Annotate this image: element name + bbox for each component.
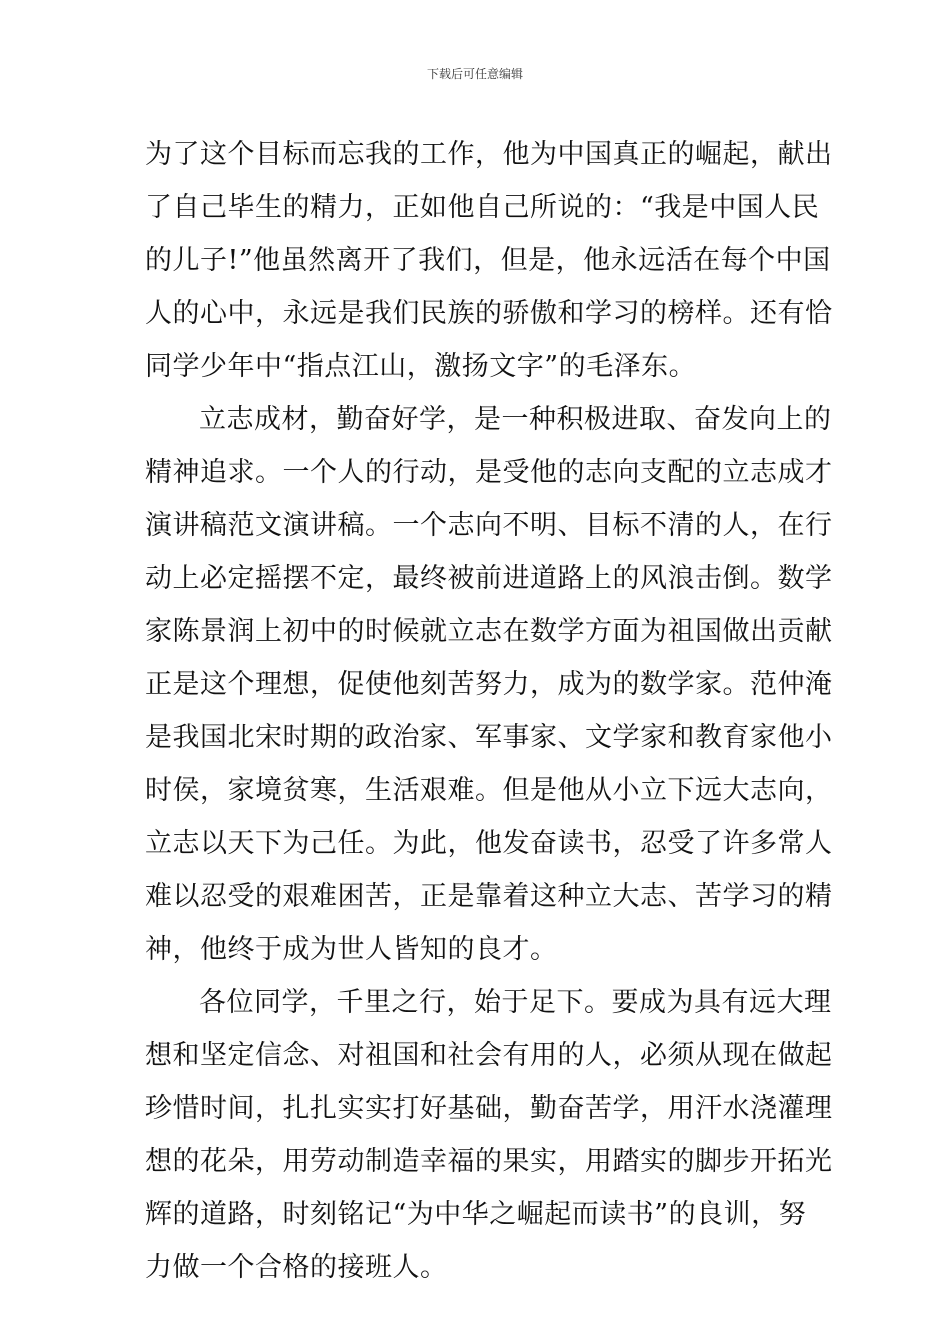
text-line: 动上必定摇摆不定，最终被前进道路上的风浪击倒。数学 (145, 563, 833, 594)
text-line: 时侯，家境贫寒，生活艰难。但是他从小立下远大志向， (145, 775, 833, 806)
text-line: 想和坚定信念、对祖国和社会有用的人，必须从现在做起 (145, 1040, 833, 1071)
text-line: 立志以天下为己任。为此，他发奋读书，忍受了许多常人 (145, 828, 833, 859)
document-body (145, 128, 833, 1294)
text-line: 难以忍受的艰难困苦，正是靠着这种立大志、苦学习的精 (145, 881, 833, 912)
paragraph-3 (145, 976, 833, 1294)
text-line: 珍惜时间，扎扎实实打好基础，勤奋苦学，用汗水浇灌理 (145, 1093, 833, 1124)
text-line: 演讲稿范文演讲稿。一个志向不明、目标不清的人，在行 (145, 510, 833, 541)
text-line: 家陈景润上初中的时候就立志在数学方面为祖国做出贡献 (145, 616, 833, 647)
text-line: 为了这个目标而忘我的工作，他为中国真正的崛起，献出 (145, 139, 833, 170)
text-line: 的儿子!”他虽然离开了我们，但是，他永远活在每个中国 (145, 245, 831, 276)
text-line: 神，他终于成为世人皆知的良才。 (145, 934, 558, 965)
text-line: 辉的道路，时刻铭记“为中华之崛起而读书”的良训，努 (145, 1199, 807, 1230)
text-line: 力做一个合格的接班人。 (145, 1252, 448, 1283)
page-header: 下载后可任意编辑 (426, 67, 523, 81)
text-line: 立志成材，勤奋好学，是一种积极进取、奋发向上的 (199, 404, 832, 435)
text-line: 了自己毕生的精力，正如他自己所说的：“我是中国人民 (145, 192, 820, 223)
text-line: 各位同学，千里之行，始于足下。要成为具有远大理 (199, 987, 832, 1018)
text-line: 精神追求。一个人的行动，是受他的志向支配的立志成才 (145, 457, 833, 488)
text-line: 同学少年中“指点江山，激扬文字”的毛泽东。 (145, 351, 697, 382)
text-line: 是我国北宋时期的政治家、军事家、文学家和教育家他小 (145, 722, 833, 753)
text-line: 人的心中，永远是我们民族的骄傲和学习的榜样。还有恰 (145, 298, 833, 329)
paragraph-1 (145, 128, 833, 393)
paragraph-2 (145, 393, 833, 976)
text-line: 想的花朵，用劳动制造幸福的果实，用踏实的脚步开拓光 (145, 1146, 833, 1177)
text-line: 正是这个理想，促使他刻苦努力，成为的数学家。范仲淹 (145, 669, 833, 700)
